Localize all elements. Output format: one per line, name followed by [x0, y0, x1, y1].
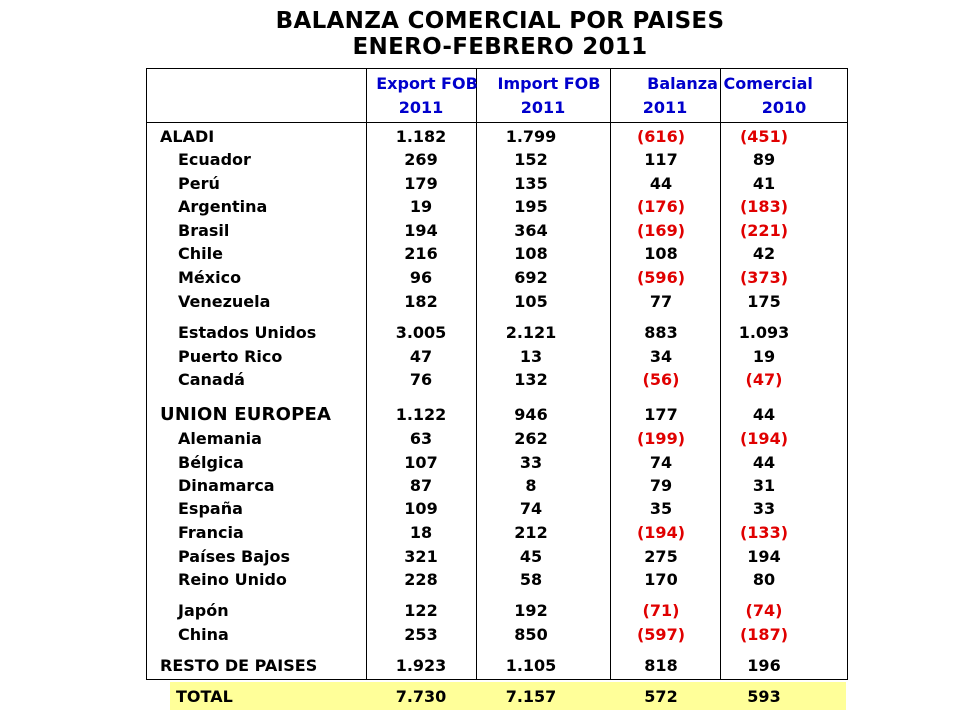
table-row: [146, 220, 848, 242]
balanza-2010-value: (183): [739, 197, 789, 216]
import-value: 2.121: [505, 323, 557, 342]
balanza-2010-value: 41: [752, 174, 776, 193]
balanza-2011-value: 74: [649, 453, 673, 472]
balanza-2010-value: 196: [747, 656, 781, 675]
row-label: México: [178, 268, 242, 287]
balanza-2011-value: 44: [649, 174, 673, 193]
table-row: [146, 267, 848, 289]
export-value: 321: [404, 547, 438, 566]
balanza-2011-value: 34: [649, 347, 673, 366]
import-value: 8: [525, 476, 537, 495]
row-label: Alemania: [178, 429, 262, 448]
balanza-2010-value: 31: [752, 476, 776, 495]
balanza-2011-value: (176): [636, 197, 686, 216]
header-year-import: 2011: [520, 98, 566, 117]
table-row: [146, 546, 848, 568]
balanza-2010-value: 80: [752, 570, 776, 589]
header-year-export: 2011: [398, 98, 444, 117]
row-label: Chile: [178, 244, 223, 263]
balanza-2011-value: (194): [636, 523, 686, 542]
export-value: 63: [409, 429, 433, 448]
balanza-2011-value: (56): [642, 370, 680, 389]
import-value: 152: [514, 150, 548, 169]
row-label: Ecuador: [178, 150, 251, 169]
import-value: 45: [519, 547, 543, 566]
table-row: [146, 243, 848, 265]
import-value: 364: [514, 221, 548, 240]
balanza-2010-value: 194: [747, 547, 781, 566]
row-label: Dinamarca: [178, 476, 275, 495]
report-subtitle: ENERO-FEBRERO 2011: [352, 34, 648, 60]
row-label: Venezuela: [178, 292, 271, 311]
balanza-2011-value: 275: [644, 547, 678, 566]
import-value: 1.799: [505, 127, 557, 146]
header-year-balanza-2010: 2010: [761, 98, 807, 117]
balanza-2011-value: (71): [642, 601, 680, 620]
header-balanza: Balanza Comercial: [647, 74, 813, 93]
row-label: Francia: [178, 523, 244, 542]
export-value: 269: [404, 150, 438, 169]
export-value: 122: [404, 601, 438, 620]
export-value: 96: [409, 268, 433, 287]
table-row: [146, 475, 848, 497]
row-label: Japón: [178, 601, 229, 620]
row-label: Bélgica: [178, 453, 244, 472]
header-import: Import FOB: [497, 74, 601, 93]
import-value: 58: [519, 570, 543, 589]
row-label: Países Bajos: [178, 547, 291, 566]
table-row: [146, 369, 848, 391]
import-value: 7.157: [505, 687, 557, 706]
balanza-2011-value: (199): [636, 429, 686, 448]
balanza-2011-value: (596): [636, 268, 686, 287]
export-value: 3.005: [395, 323, 447, 342]
table-row: [146, 404, 848, 426]
balanza-2010-value: (451): [739, 127, 789, 146]
row-label: ALADI: [160, 127, 215, 146]
table-row: [146, 686, 848, 708]
report-title: BALANZA COMERCIAL POR PAISES: [275, 8, 725, 34]
table-row: [146, 624, 848, 646]
balanza-2011-value: (616): [636, 127, 686, 146]
row-label: UNION EUROPEA: [160, 404, 332, 425]
row-label: Canadá: [178, 370, 245, 389]
table-row: [146, 173, 848, 195]
export-value: 7.730: [395, 687, 447, 706]
table-row: [146, 569, 848, 591]
balanza-2011-value: 108: [644, 244, 678, 263]
table-row: [146, 196, 848, 218]
balanza-2010-value: 44: [752, 405, 776, 424]
balanza-2010-value: (74): [745, 601, 783, 620]
table-row: [146, 126, 848, 148]
import-value: 74: [519, 499, 543, 518]
balanza-2010-value: 593: [747, 687, 781, 706]
table-row: [146, 322, 848, 344]
import-value: 132: [514, 370, 548, 389]
export-value: 253: [404, 625, 438, 644]
export-value: 19: [409, 197, 433, 216]
balanza-2010-value: (373): [739, 268, 789, 287]
balanza-2010-value: (47): [745, 370, 783, 389]
import-value: 946: [514, 405, 548, 424]
table-row: [146, 655, 848, 677]
balanza-2010-value: (221): [739, 221, 789, 240]
row-label: RESTO DE PAISES: [160, 656, 318, 675]
table-row: [146, 452, 848, 474]
balanza-2010-value: 44: [752, 453, 776, 472]
export-value: 228: [404, 570, 438, 589]
export-value: 87: [409, 476, 433, 495]
row-label: China: [178, 625, 229, 644]
row-label: TOTAL: [176, 687, 233, 706]
import-value: 262: [514, 429, 548, 448]
balanza-2011-value: 77: [649, 292, 673, 311]
balanza-2011-value: 818: [644, 656, 678, 675]
import-value: 135: [514, 174, 548, 193]
table-row: [146, 428, 848, 450]
header-export: Export FOB: [376, 74, 478, 93]
header-divider: [146, 122, 848, 123]
balanza-2010-value: 1.093: [738, 323, 790, 342]
balanza-2010-value: 42: [752, 244, 776, 263]
export-value: 1.182: [395, 127, 447, 146]
header-year-balanza-2011: 2011: [642, 98, 688, 117]
row-label: Argentina: [178, 197, 268, 216]
row-label: Estados Unidos: [178, 323, 317, 342]
balanza-2011-value: 170: [644, 570, 678, 589]
import-value: 212: [514, 523, 548, 542]
table-row: [146, 346, 848, 368]
table-row: [146, 522, 848, 544]
balanza-2011-value: 572: [644, 687, 678, 706]
export-value: 47: [409, 347, 433, 366]
export-value: 179: [404, 174, 438, 193]
row-label: España: [178, 499, 243, 518]
table-row: [146, 600, 848, 622]
import-value: 105: [514, 292, 548, 311]
export-value: 109: [404, 499, 438, 518]
balanza-2010-value: 175: [747, 292, 781, 311]
balanza-2011-value: (169): [636, 221, 686, 240]
balanza-2010-value: 89: [752, 150, 776, 169]
import-value: 33: [519, 453, 543, 472]
export-value: 194: [404, 221, 438, 240]
balanza-2010-value: 33: [752, 499, 776, 518]
export-value: 18: [409, 523, 433, 542]
export-value: 1.923: [395, 656, 447, 675]
balanza-2010-value: (187): [739, 625, 789, 644]
import-value: 692: [514, 268, 548, 287]
balanza-2010-value: (194): [739, 429, 789, 448]
import-value: 195: [514, 197, 548, 216]
row-label: Puerto Rico: [178, 347, 283, 366]
export-value: 107: [404, 453, 438, 472]
row-label: Brasil: [178, 221, 230, 240]
import-value: 192: [514, 601, 548, 620]
export-value: 76: [409, 370, 433, 389]
balanza-2010-value: (133): [739, 523, 789, 542]
balanza-2011-value: 117: [644, 150, 678, 169]
export-value: 182: [404, 292, 438, 311]
import-value: 13: [519, 347, 543, 366]
table-row: [146, 498, 848, 520]
export-value: 216: [404, 244, 438, 263]
balanza-2011-value: 883: [644, 323, 678, 342]
balanza-2011-value: 79: [649, 476, 673, 495]
row-label: Perú: [178, 174, 220, 193]
import-value: 850: [514, 625, 548, 644]
table-row: [146, 291, 848, 313]
export-value: 1.122: [395, 405, 447, 424]
balanza-2011-value: (597): [636, 625, 686, 644]
table-row: [146, 149, 848, 171]
balanza-2011-value: 35: [649, 499, 673, 518]
balanza-2011-value: 177: [644, 405, 678, 424]
import-value: 108: [514, 244, 548, 263]
import-value: 1.105: [505, 656, 557, 675]
row-label: Reino Unido: [178, 570, 287, 589]
balanza-2010-value: 19: [752, 347, 776, 366]
